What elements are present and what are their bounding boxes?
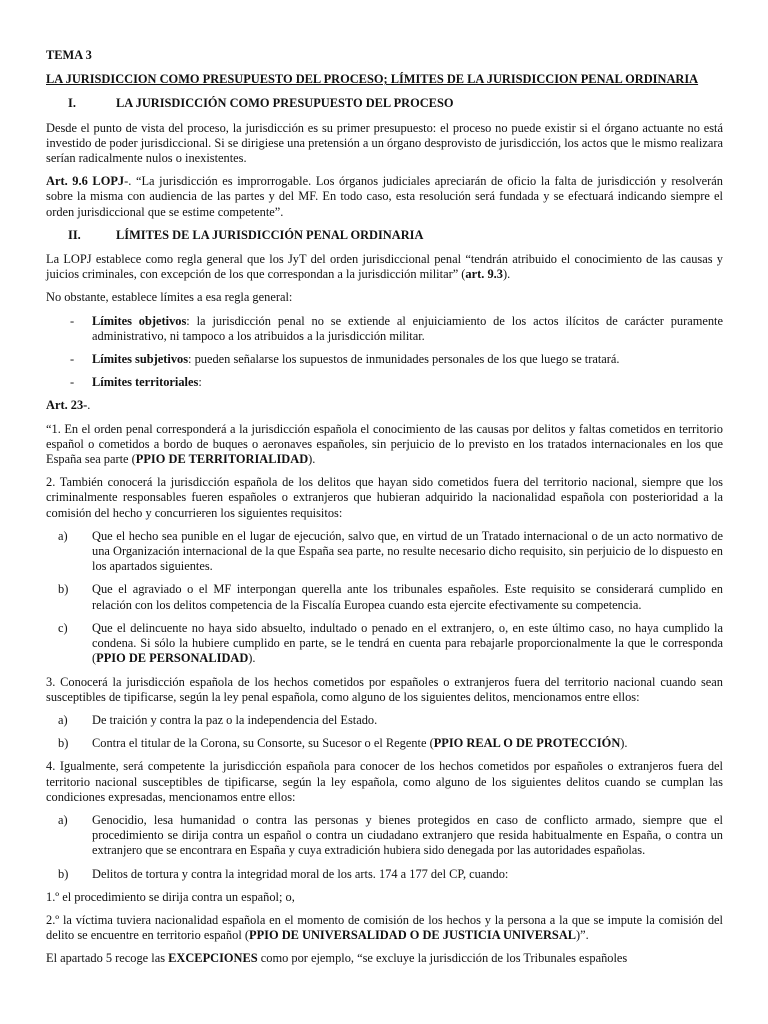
list-letter: a) [58,812,68,827]
list-letter: a) [58,528,68,543]
list-letter: b) [58,736,69,751]
list-item-text: Contra el titular de la Corona, su Consorte, su Sucesor o el Regente ( [92,736,434,751]
section-title: LÍMITES DE LA JURISDICCIÓN PENAL ORDINARIA [116,227,424,242]
section-number: II. [68,227,81,242]
crimes-list-universal [46,813,723,882]
article-reference: Art. 9.6 LOPJ [46,174,125,189]
list-item-text: Que el agraviado o el MF interpongan querella ante los tribunales españoles. Este requisito se considerará cumplido en relación con los delitos competencia de la Fiscalía Europea cuando esta ejercite efectivamente su competencia. [92,582,723,612]
paragraph-condition-1: 1.º el procedimiento se dirija contra un español; o, [46,889,295,904]
punctuation: . [87,398,91,413]
paragraph-art23-3: 3. Conocerá la jurisdicción española de los hechos cometidos por españoles o extranjeros fuera del territorio nacional cuando sean susceptibles de tipificarse, según la ley penal española, como alguno de los siguientes delitos, mencionamos entre ellos: [46,674,723,704]
section-heading-2 [46,228,723,243]
list-item-text: ). [620,736,628,751]
section-heading-1 [46,96,723,111]
list-item-text: Delitos de tortura y contra la integridad moral de los arts. 174 a 177 del CP, cuando: [92,866,509,881]
list-item-text: Genocidio, lesa humanidad o contra las personas y bienes protegidos en caso de conflicto armado, siempre que el procedimiento se dirija contra un español o contra un ciudadano extranjero que resida habitualmente en España, o contra un extranjero que se encontrara en España y cuya extradición hubiera sido denegada por las autoridades españolas. [92,812,723,858]
list-item [46,352,723,367]
list-item-text: : [198,375,202,390]
list-item-body [92,736,723,751]
principle-label: PPIO REAL O DE PROTECCIÓN [433,736,621,751]
paragraph-art-9-6 [46,174,723,220]
list-item [46,582,723,612]
list-item [46,713,723,728]
paragraph-text: como por ejemplo, “se excluye la jurisdicción de los Tribunales españoles [257,951,628,966]
paragraph-text: La LOPJ establece como regla general que los JyT del orden jurisdiccional penal “tendrán atribuido el conocimiento de las causas y juicios criminales, con excepción de los que correspondan a la jurisdicción militar” ( [46,252,723,282]
list-item-text: : pueden señalarse los supuestos de inmunidades personales de los que luego se tratará. [188,352,620,367]
list-bullet: - [70,375,75,390]
section-number: I. [68,96,76,111]
paragraph: No obstante, establece límites a esa regla general: [46,290,293,305]
principle-label: PPIO DE UNIVERSALIDAD O DE JUSTICIA UNIVERSAL [249,928,577,943]
section-title: LA JURISDICCIÓN COMO PRESUPUESTO DEL PROCESO [116,96,454,111]
paragraph-text: ). [502,267,511,282]
list-item-label: Límites subjetivos [92,352,189,367]
list-item [46,736,723,751]
list-item-text: ). [248,651,256,666]
list-item-text: : la jurisdicción penal no se extiende al enjuiciamiento de los actos ilícitos de carácter puramente administrativo, ni tampoco a los atribuidos a la jurisdicción militar. [92,313,723,343]
list-letter: b) [58,582,69,597]
paragraph-lopj [46,252,723,282]
article-reference: art. 9.3 [465,267,503,282]
paragraph-condition-2 [46,913,723,943]
paragraph: Desde el punto de vista del proceso, la jurisdicción es su primer presupuesto: el proceso no puede existir si el órgano actuante no está investido de poder jurisdiccional. Si se dirigiese una pretensión a un órgano desprovisto de jurisdicción, los actos que le mismo realizara serían radicalmente nulos o inexistentes. [46,120,723,166]
paragraph-art23-1 [46,422,723,468]
principle-label: PPIO DE TERRITORIALIDAD [135,452,309,467]
paragraph-art23-2: 2. También conocerá la jurisdicción española de los delitos que hayan sido cometidos fuera del territorio nacional, siempre que los criminalmente responsables fueren españoles o extranjeros que hubieran adquirido la nacionalidad española con posterioridad a la comisión del hecho y concurrieren los siguientes requisitos: [46,475,723,520]
list-item [46,621,723,667]
paragraph-exceptions [46,951,723,966]
article-reference: Art. 23- [46,398,88,413]
list-bullet: - [70,313,75,328]
list-item [46,529,723,575]
principle-label: PPIO DE PERSONALIDAD [96,651,249,666]
list-item [46,867,723,882]
list-item-text: Que el hecho sea punible en el lugar de ejecución, salvo que, en virtud de un Tratado internacional o de un acto normativo de una Organización internacional de la que España sea parte, no resulte necesario dicho requisito, sin perjuicio de lo dispuesto en los apartados siguientes. [92,528,723,574]
doc-tema: TEMA 3 [46,48,92,62]
list-item-body [92,621,723,667]
list-item-label: Límites objetivos [92,313,187,328]
doc-title: LA JURISDICCION COMO PRESUPUESTO DEL PROCESO; LÍMITES DE LA JURISDICCION PENAL ORDINARIA [46,72,699,87]
list-item [46,375,723,390]
paragraph-text: “1. En el orden penal corresponderá a la jurisdicción española el conocimiento de las causas por delitos y faltas cometidos en territorio español o cometidos a bordo de buques o aeronaves españoles, sin perjuicio de lo previsto en los tratados internacionales en los que España sea parte ( [46,421,723,467]
list-letter: c) [58,620,68,635]
paragraph-text: )”. [576,928,589,943]
paragraph-text: El apartado 5 recoge las [46,951,169,966]
limits-list [46,314,723,391]
crimes-list [46,713,723,751]
paragraph-art23-4: 4. Igualmente, será competente la jurisdicción española para conocer de los hechos cometidos por españoles o extranjeros fuera del territorio nacional susceptibles de tipificarse, según la ley española, como alguno de los siguientes delitos cuando se cumplan las condiciones expresadas, mencionamos entre ellos: [46,759,723,804]
list-bullet: - [70,352,75,367]
paragraph-text: ). [308,452,316,467]
list-item-label: Límites territoriales [92,375,199,390]
list-letter: b) [58,866,69,881]
paragraph-text: 2.º la víctima tuviera nacionalidad española en el momento de comisión de los hechos y la persona a la que se impute la comisión del delito se encuentre en territorio español ( [46,912,723,943]
requirements-list [46,529,723,667]
list-item [46,314,723,344]
article-23-heading [46,398,723,413]
list-item [46,813,723,859]
list-item-text: De traición y contra la paz o la independencia del Estado. [92,712,378,727]
list-item-text: Que el delincuente no haya sido absuelto, indultado o penado en el extranjero, o, en este último caso, no haya cumplido la condena. Si sólo la hubiere cumplido en parte, se le tendrá en cuenta para rebajarle proporcionalmente la que le corresponda ( [92,620,723,666]
quote-text: -. “La jurisdicción es improrrogable. Los órganos judiciales apreciarán de oficio la falta de jurisdicción y resolverán sobre la misma con audiencia de las partes y del MF. En todo caso, esta resolución será fundada y se efectuará indicando siempre el orden jurisdiccional que se estime competente”. [46,174,723,219]
list-letter: a) [58,712,68,727]
emphasis-label: EXCEPCIONES [168,951,258,966]
